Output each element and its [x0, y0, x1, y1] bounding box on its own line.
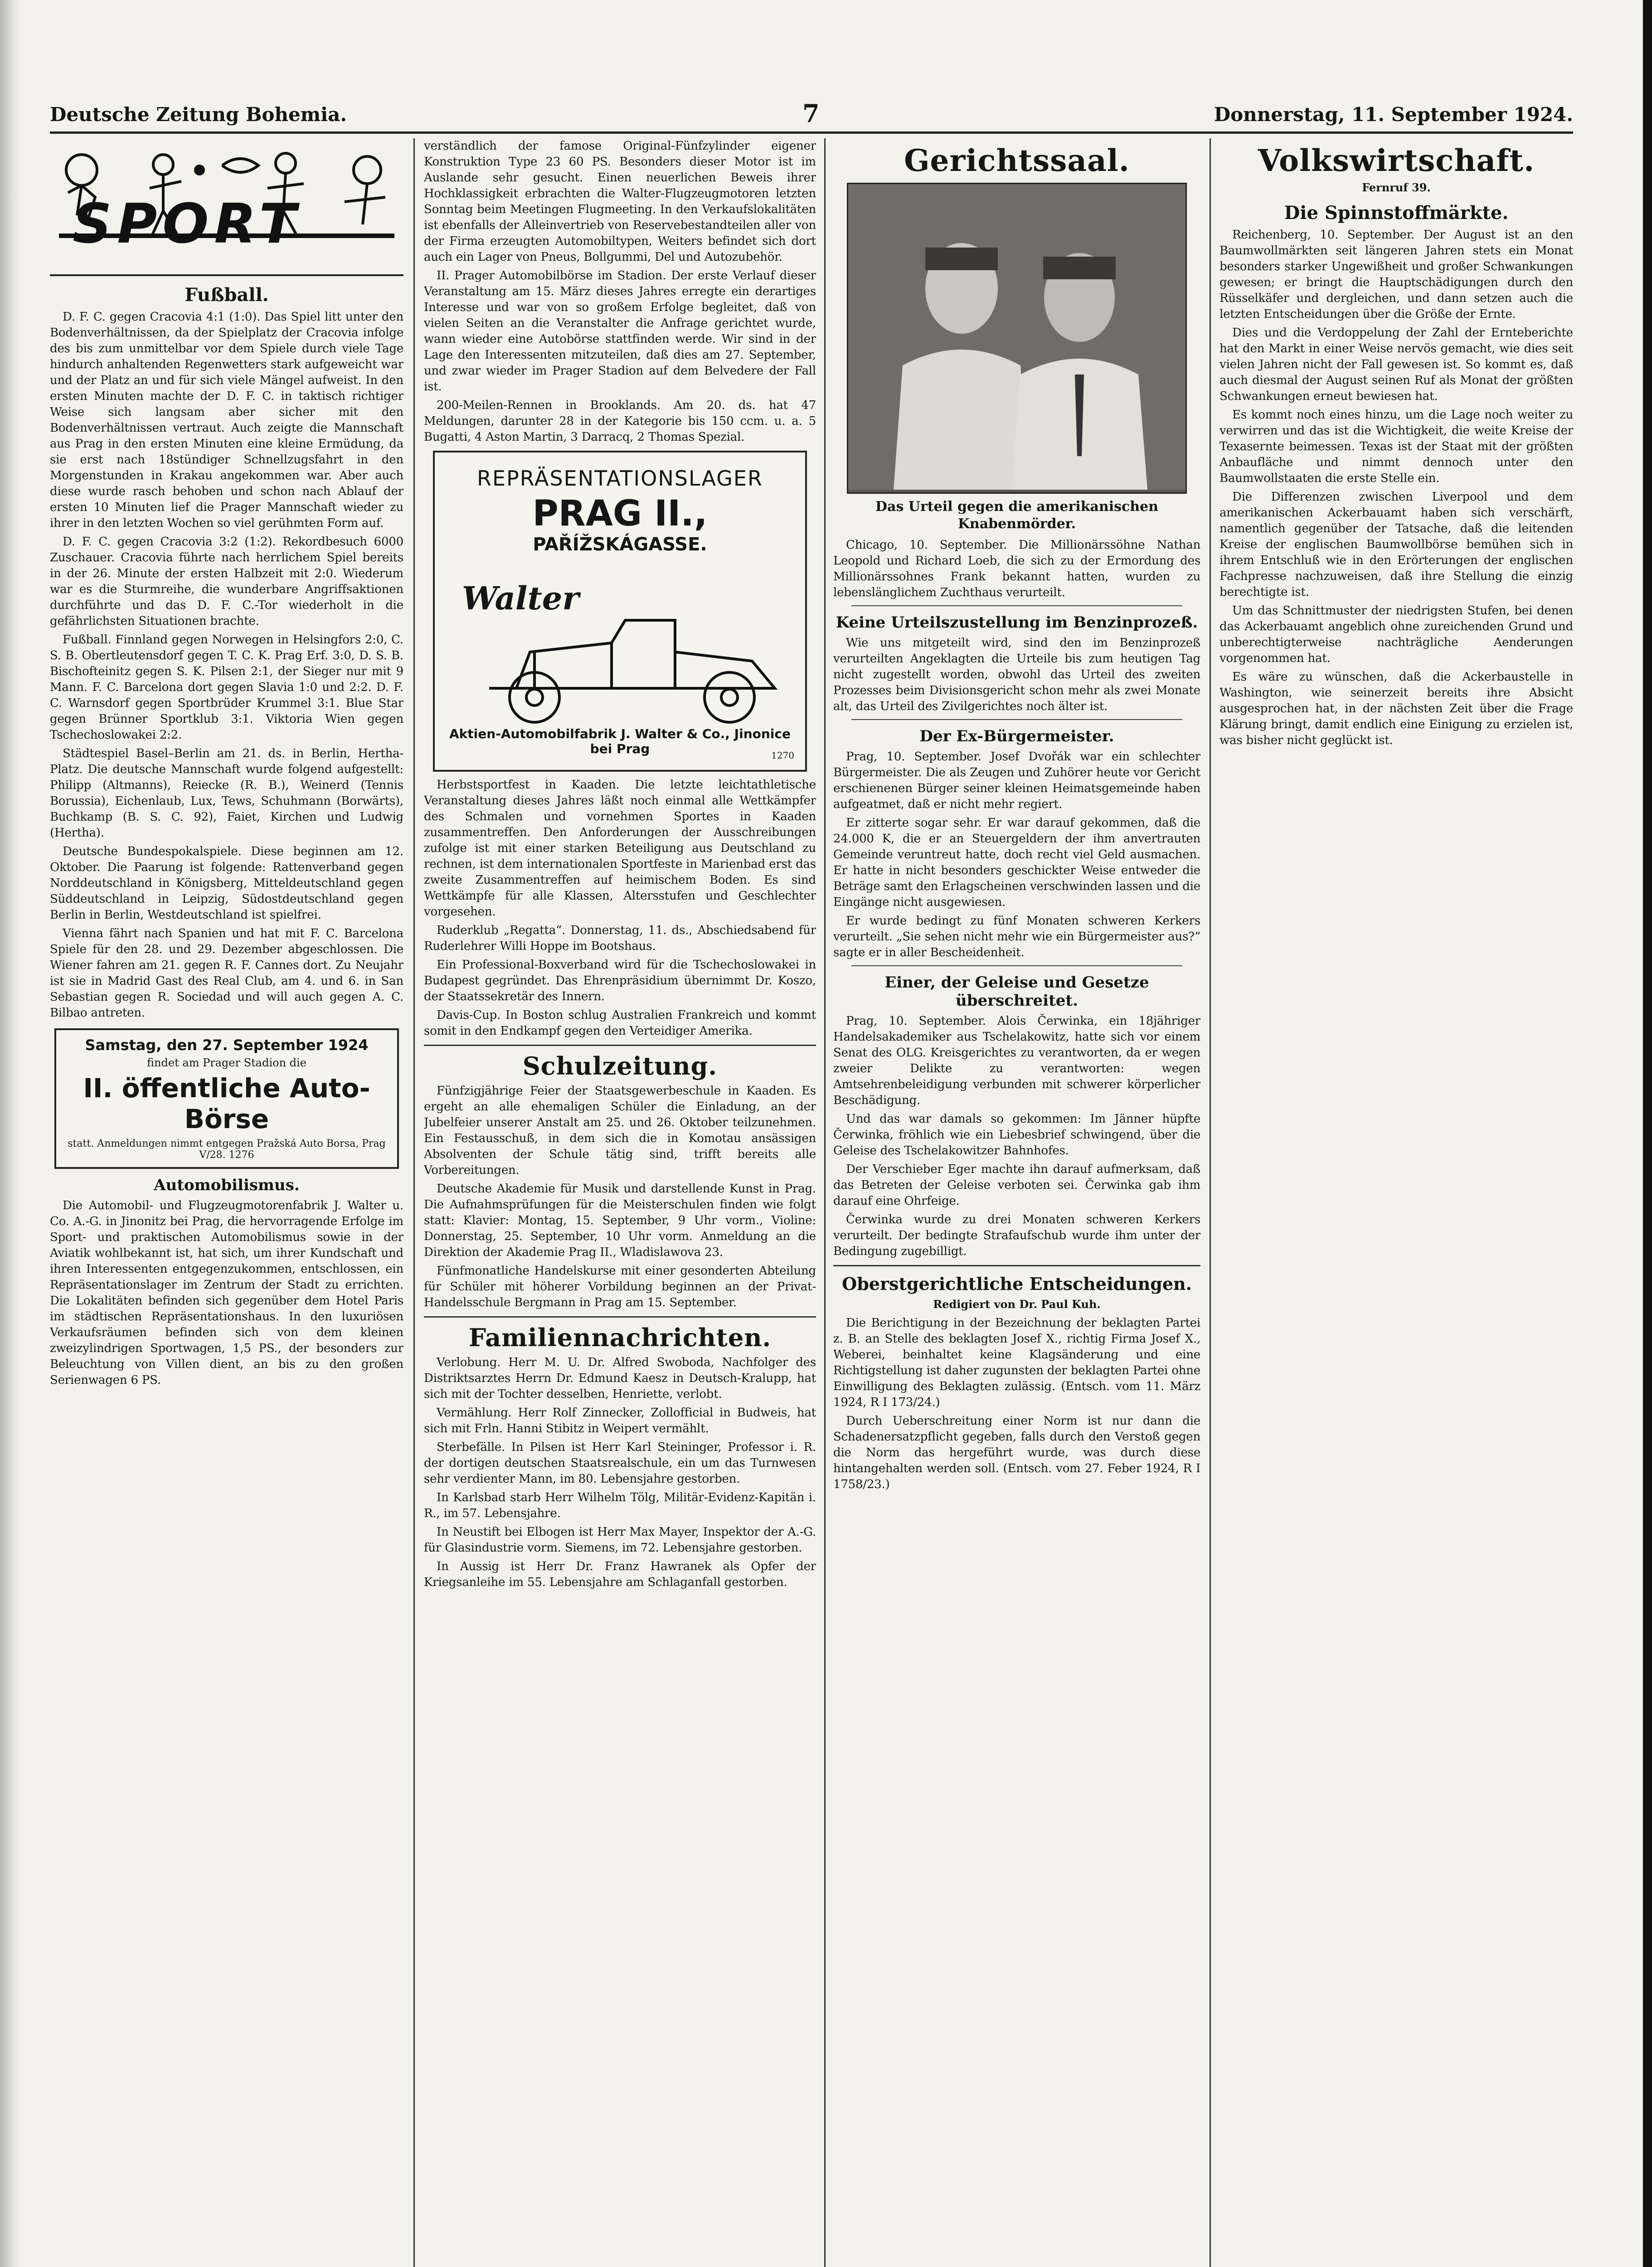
ad-company: Aktien-Automobilfabrik J. Walter & Co., Jinonice bei Prag [449, 726, 791, 756]
photo-figures [848, 184, 1186, 490]
masthead-paper-name: Deutsche Zeitung Bohemia. [50, 103, 347, 126]
geleise-paragraph-3: Der Verschieber Eger machte ihn darauf aufmerksam, daß das Betreten der Geleise verboten sei. Čerwinka gab ihm darauf eine Ohrfeige. [833, 1163, 1200, 1208]
column-sport [50, 138, 403, 2267]
volkswirtschaft-heading: Volkswirtschaft. [1258, 143, 1535, 178]
buergermeister-paragraph-1: Prag, 10. September. Josef Dvořák war ein schlechter Bürgermeister. Die als Zeugen und Zuhörer heute vor Gericht erschienenen Bürger seiner kleinen Heimatsgemeinde haben aufgeatmet, daß er nicht mehr regiert. [833, 750, 1200, 811]
fussball-paragraph-5: Deutsche Bundespokalspiele. Diese beginnen am 12. Oktober. Die Paarung ist folgende: Rattenverband gegen Norddeutschland in Königsberg, Mitteldeutschland gegen Süddeutschland in Leipzig, Südostdeutschland gegen Berlin in Berlin, Westdeutschland ist spielfrei. [50, 845, 403, 922]
ad-city: PRAG II., [532, 493, 708, 534]
spinnstoff-paragraph-6: Es wäre zu wünschen, daß die Ackerbaustelle in Washington, wie seinerzeit bereits ihre Absicht ausgesprochen hat, in der nächsten Zeit über die Frage Klärung bringt, damit endlich eine Einigung zu erzielen ist, was bisher nicht geglückt ist. [1220, 670, 1573, 747]
column-gerichtssaal [833, 138, 1200, 2267]
ruderklub-paragraph: Ruderklub „Regatta“. Donnerstag, 11. ds., Abschiedsabend für Ruderlehrer Willi Hoppe im Bootshaus. [424, 924, 816, 953]
walter-engine-paragraph: verständlich der famose Original-Fünfzylinder eigener Konstruktion Type 23 60 PS. Besonders dieser Motor ist im Auslande sehr gesucht. Einen neuerlichen Beweis ihrer Hochklassigkeit erbrachten die Walter-Flugzeugmotoren letzten Sonntag beim Meetingen Flugmeeting. In den Verkaufslokalitäten ist ebenfalls der Alleinvertrieb von Reservebestandteilen aller von der Firma erzeugten Automobiltypen, Weiters befindet sich dort auch ein Lager von Pneus, Bollgummi, Del und Autozubehör. [424, 139, 816, 264]
autoboerse-paragraph: II. Prager Automobilbörse im Stadion. Der erste Verlauf dieser Veranstaltung am 15. März dieses Jahres erregte ein derartiges Interesse und war von so großem Erfolge begleitet, daß von vielen Seiten an die Veranstalter die Anfrage gerichtet wurde, wann wieder eine Autobörse stattfinden werde. Wir sind in der Lage den Interessenten mitzuteilen, daß dies am 27. September, und zwar wieder im Prager Stadion auf dem Belvedere der Fall ist. [424, 269, 816, 394]
fussball-paragraph-1: D. F. C. gegen Cracovia 4:1 (1:0). Das Spiel litt unter den Bodenverhältnissen, da der Spielplatz der Cracovia infolge des bis zum unmittelbar vor dem Spiele durch viele Tage hindurch anhaltenden Regenwetters stark aufgeweicht war und der Platz an und für sich viele Mängel aufweist. In den ersten Minuten machte der D. F. C. in taktisch richtiger Weise sich langsam aber sicher mit den Bodenverhältnissen vertraut. Auch zeigte die Mannschaft aus Prag in den ersten Minuten eine kleine Ermüdung, da sie erst nach 18stündiger Schnellzugsfahrt in den Morgenstunden in Krakau angekommen war. Aber auch diese wurde rasch behoben und schon nach Ablauf der ersten 10 Minuten lief die Prager Mannschaft wieder zu ihrer in den letzten Wochen so viel gerühmten Form auf. [50, 310, 403, 530]
family-paragraph-1: Verlobung. Herr M. U. Dr. Alfred Swoboda, Nachfolger des Distriktsarztes Herrn Dr. Edmund Kaesz in Deutsch-Kralupp, hat sich mit der Tochter desselben, Henriette, verlobt. [424, 1356, 816, 1401]
family-paragraph-3: Sterbefälle. In Pilsen ist Herr Karl Steininger, Professor i. R. der dortigen deutschen Staatsrealschule, ein um das Turnwesen sehr verdienter Mann, im 80. Lebensjahre gestorben. [424, 1440, 816, 1486]
family-paragraph-2: Vermählung. Herr Rolf Zinnecker, Zollofficial in Budweis, hat sich mit Frln. Hanni Stibitz in Weipert vermählt. [424, 1406, 816, 1435]
family-paragraph-4: In Karlsbad starb Herr Wilhelm Tölg, Militär-Evidenz-Kapitän i. R., im 57. Lebensjahre. [424, 1491, 816, 1520]
scan-edge-shadow [0, 0, 21, 2267]
brooklands-paragraph: 200-Meilen-Rennen in Brooklands. Am 20. ds. hat 47 Meldungen, darunter 28 in der Kategorie bis 150 ccm. u. a. 5 Bugatti, 4 Aston Martin, 3 Darracq, 2 Thomas Spezial. [424, 399, 816, 444]
column-volkswirtschaft [1220, 138, 1573, 2267]
buergermeister-paragraph-2: Er zitterte sogar sehr. Er war darauf gekommen, daß die 24.000 K, die er an Steuergeldern der ihm anvertrauten Gemeinde veruntreut hatte, doch recht viel Geld ausmachen. Er hatte in nicht besonders geschickter Weise entweder die Beträge samt den Erlagscheinen verschwinden lassen und die Eingänge nicht ausgewiesen. [833, 816, 1200, 909]
masthead-date: Donnerstag, 11. September 1924. [1214, 103, 1573, 126]
column-divider [413, 138, 415, 2267]
schule-paragraph-2: Deutsche Akademie für Musik und darstellende Kunst in Prag. Die Aufnahmsprüfungen für die Meisterschulen finden wie folgt statt: Klavier: Montag, 15. September, 9 Uhr vorm., Violine: Donnerstag, 25. September, 10 Uhr vorm. Anmeldung an die Direktion der Akademie Prag II., Wladislawova 23. [424, 1182, 816, 1259]
spinnstoff-paragraph-3: Es kommt noch eines hinzu, um die Lage noch weiter zu verwirren und das ist die Wichtigkeit, die weite Kreise der Texasernte beimessen. Texas ist der Staat mit der größten Anbaufläche und nimmt dennoch unter den Baumwollstaaten die erste Stelle ein. [1220, 408, 1573, 485]
section-rule [424, 1045, 816, 1046]
automobilismus-paragraph: Die Automobil- und Flugzeugmotorenfabrik J. Walter u. Co. A.-G. in Jinonitz bei Prag, die hervorragende Erfolge im Sport- und praktischen Automobilismus sowie in der Aviatik wohlbekannt ist, hat sich, um ihrer Kundschaft und ihren Interessenten entgegenzukommen, entschlossen, ein Repräsentationslager im Zentrum der Stadt zu errichten. Die Lokalitäten befinden sich gegenüber dem Hotel Paris im städtischen Repräsentationshaus. In den luxuriösen Verkaufsräumen befinden sich von dem kleinen zweizylindrigen Sportwagen, 1,5 PS., der besonders zur Beleuchtung von Villen dient, an bis zu den großen Serienwagen 6 PS. [50, 1199, 403, 1387]
spinnstoff-paragraph-4: Die Differenzen zwischen Liverpool und dem amerikanischen Ackerbauamt haben sich verschärft, namentlich gegenüber der Tatsache, daß die leitenden Kreise der englischen Baumwollbörse bemühen sich in ihrem Entschluß wie in den Erörterungen der englischen Fachpresse nachzuweisen, daß ihre Stellung die einzig berechtigte ist. [1220, 490, 1573, 599]
oberstgericht-editor: Redigiert von Dr. Paul Kuh. [933, 1298, 1101, 1311]
column-divider [1210, 138, 1211, 2267]
daviscup-paragraph: Davis-Cup. In Boston schlug Australien Frankreich und kommt somit in den Endkampf gegen den Verteidiger Amerika. [424, 1008, 816, 1038]
benzinprozess-paragraph: Wie uns mitgeteilt wird, sind den im Benzinprozeß verurteilten Angeklagten die Urteile bis zum heutigen Tag nicht zugestellt worden, obwohl das Urteil des zweiten Prozesses beim Divisionsgericht schon mehr als zwei Monate alt, das Urteil des Zivilgerichtes noch älter ist. [833, 636, 1200, 713]
family-paragraph-6: In Aussig ist Herr Dr. Franz Hawranek als Opfer der Kriegsanleihe im 55. Lebensjahre am Schlaganfall gestorben. [424, 1560, 816, 1589]
spinnstoff-paragraph-2: Dies und die Verdoppelung der Zahl der Ernteberichte hat den Markt in einer Weise nervös gemacht, wie dies seit vielen Jahren nicht der Fall gewesen ist. So kommt es, daß auch diesmal der August seinen Ruf als Monat der größten Schwankungen erneut bewiesen hat. [1220, 326, 1573, 403]
page-number: 7 [802, 99, 820, 128]
ex-buergermeister-heading: Der Ex-Bürgermeister. [919, 727, 1114, 745]
fussball-heading: Fußball. [185, 284, 269, 306]
geleise-paragraph-4: Čerwinka wurde zu drei Monaten schweren Kerkers verurteilt. Der bedingte Strafaufschub wurde ihm unter der Bedingung zugebilligt. [833, 1213, 1200, 1258]
volkswirtschaft-phone: Fernruf 39. [1362, 181, 1431, 194]
oberstgericht-heading: Oberstgerichtliche Entscheidungen. [842, 1274, 1192, 1294]
top-rule [50, 131, 1573, 134]
walter-logo: Walter [462, 579, 579, 617]
schule-paragraph-1: Fünfzigjährige Feier der Staatsgewerbeschule in Kaaden. Es ergeht an alle ehemaligen Schüler die Einladung, an der Jubelfeier unserer Anstalt am 25. und 26. Oktober teilzunehmen. Ein Festausschuß, in dem sich die in Komotau ansässigen Absolventen der Schule tätig sind, trifft bereits alle Vorbereitungen. [424, 1084, 816, 1177]
automobilismus-heading: Automobilismus. [154, 1176, 300, 1194]
oberstgericht-paragraph-2: Durch Ueberschreitung einer Norm ist nur dann die Schadenersatzpflicht gegeben, falls durch den Verstoß gegen die Norm das hergeführt wurde, was durch diese hintangehalten werden soll. (Entsch. vom 27. Feber 1924, R I 1758/23.) [833, 1414, 1200, 1491]
schule-paragraph-3: Fünfmonatliche Handelskurse mit einer gesonderten Abteilung für Schüler mit höherer Vorbildung beginnen an der Privat-Handelsschule Bergmann in Prag am 15. September. [424, 1264, 816, 1309]
spinnstoffmaerkte-heading: Die Spinnstoffmärkte. [1284, 202, 1509, 224]
car-illustration [462, 611, 797, 729]
gerichtssaal-heading: Gerichtssaal. [904, 143, 1130, 178]
autoboerse-advertisement: Samstag, den 27. September 1924 findet am Prager Stadion die II. öffentliche Auto-Börse statt. Anmeldungen nimmt entgegen Pražská Auto Borsa, Prag V/28. 1276 [54, 1028, 399, 1169]
urteil-paragraph: Chicago, 10. September. Die Millionärssöhne Nathan Leopold und Richard Loeb, die sich zu der Ermordung des Millionärssohnes Frank bekannt hatten, wurden zu lebenslänglichem Zuchthaus verurteilt. [833, 538, 1200, 599]
geleise-heading: Einer, der Geleise und Gesetze überschreitet. [884, 973, 1149, 1010]
spinnstoff-paragraph-5: Um das Schnittmuster der niedrigsten Stufen, bei denen das Ackerbauamt angeblich ohne zureichenden Grund und unberechtigterweise nachträgliche Aenderungen vorgenommen hat. [1220, 604, 1573, 665]
walter-advertisement [433, 451, 807, 772]
geleise-paragraph-1: Prag, 10. September. Alois Čerwinka, ein 18jähriger Handelsakademiker aus Tschelakowitz, hatte sich vor einem Senat des OLG. Kreisgerichtes zu verantworten, da er wegen zweier Delikte zu verantworten: wegen Amtsehrenbeleidigung verbunden mit schwerer körperlicher Beschädigung. [833, 1014, 1200, 1107]
sport-banner [50, 138, 403, 276]
masthead [50, 99, 1573, 131]
ad-number: 1270 [771, 750, 794, 761]
geleise-paragraph-2: Und das war damals so gekommen: Im Jänner hüpfte Čerwinka, fröhlich wie ein Liebesbrief schwingend, über die Geleise des Tschelakowitzer Bahnhofes. [833, 1112, 1200, 1158]
ad-headline: REPRÄSENTATIONSLAGER [477, 466, 763, 491]
familiennachrichten-heading: Familiennachrichten. [468, 1323, 772, 1352]
photo-caption: Das Urteil gegen die amerikanischen Knabenmörder. [875, 499, 1158, 532]
article-rule [851, 605, 1182, 606]
sport-banner-title: SPORT [73, 193, 302, 256]
fussball-paragraph-2: D. F. C. gegen Cracovia 3:2 (1:2). Rekordbesuch 6000 Zuschauer. Cracovia führte nach herrlichem Spiel bereits in der 26. Minute der ersten Halbzeit mit 2:0. Wiederum war es die Sturmreihe, die wunderbare Angriffsaktionen durchführte und das D. F. C.-Tor wiederholt in die gefährlichsten Situationen brachte. [50, 535, 403, 628]
fussball-paragraph-4: Städtespiel Basel–Berlin am 21. ds. in Berlin, Hertha-Platz. Die deutsche Mannschaft wurde folgend aufgestellt: Philipp (Altmanns), Reiecke (R. B.), Weinerd (Tennis Borussia), Eichenlaub, Lux, Tews, Schuhmann (Borwärts), Buchkamp (B. S. C. 92), Faiet, Kirchen und Ludwig (Hertha). [50, 747, 403, 840]
boxverband-paragraph: Ein Professional-Boxverband wird für die Tschechoslowakei in Budapest gegründet. Das Ehrenpräsidium übernimmt Dr. Koszo, der Staatssekretär des Innern. [424, 958, 816, 1003]
kaaden-paragraph: Herbstsportfest in Kaaden. Die letzte leichtathletische Veranstaltung dieses Jahres läßt noch einmal alle Wettkämpfer des Schmalen und vornehmen Sportes in Kaaden zusammentreffen. Den Anforderungen der Ausschreibungen zufolge ist mit einer starken Beteiligung aus Deutschland zu rechnen, ist dem internationalen Sportfeste in Marienbad erst das zweite Zusammentreffen auf heimischem Boden. Es sind Wettkämpfe für alle Klassen, Altersstufen und Geschlechter vorgesehen. [424, 778, 816, 919]
article-rule [851, 965, 1182, 966]
column-sport-continued [424, 138, 816, 2267]
section-rule [424, 1316, 816, 1318]
buergermeister-paragraph-3: Er wurde bedingt zu fünf Monaten schweren Kerkers verurteilt. „Sie sehen nicht mehr wie ein Bürgermeister aus?“ sagte er in aller Bescheidenheit. [833, 914, 1200, 959]
ad-street: PAŘÍŽSKÁGASSE. [533, 534, 707, 555]
defendants-photo [847, 183, 1187, 494]
section-rule [833, 1265, 1200, 1266]
schulzeitung-heading: Schulzeitung. [522, 1051, 718, 1080]
fussball-paragraph-3: Fußball. Finnland gegen Norwegen in Helsingfors 2:0, C. S. B. Obertleutensdorf gegen T. C. K. Prag Erf. 3:0, D. S. B. Bischofteinitz gegen S. K. Pilsen 2:1, der Sieger nur mit 9 Mann. F. C. Barcelona dort gegen Slavia 1:0 und 2:2. D. F. C. Warnsdorf gegen Sportbrüder Krummel 3:1. Blue Star gegen Brünner Sportklub 3:1. Viktoria Wien gegen Tschechoslowakei 2:2. [50, 633, 403, 742]
family-paragraph-5: In Neustift bei Elbogen ist Herr Max Mayer, Inspektor der A.-G. für Glasindustrie vorm. Siemens, im 72. Lebensjahre gestorben. [424, 1525, 816, 1555]
benzinprozess-heading: Keine Urteilszustellung im Benzinprozeß. [836, 613, 1198, 632]
scan-right-border [1643, 0, 1652, 2267]
column-divider [824, 138, 826, 2267]
article-rule [851, 719, 1182, 720]
oberstgericht-paragraph-1: Die Berichtigung in der Bezeichnung der beklagten Partei z. B. an Stelle des beklagten Josef X., richtig Firma Josef X., Weberei, beinhaltet keine Klagsänderung und eine Richtigstellung ist daher zugunsten der beklagten Partei ohne Einwilligung des Beklagten zulässig. (Entsch. vom 11. März 1924, R I 173/24.) [833, 1316, 1200, 1409]
spinnstoff-paragraph-1: Reichenberg, 10. September. Der August ist an den Baumwollmärkten seit längeren Jahren stets ein Monat besonders starker Ungewißheit und großer Schwankungen gewesen; er bringt die Hauptschädigungen durch den Rüsselkäfer und dergleichen, und dann setzen auch die letzten Entscheidungen über die Größe der Ernte. [1220, 228, 1573, 321]
fussball-paragraph-6: Vienna fährt nach Spanien und hat mit F. C. Barcelona Spiele für den 28. und 29. Dezember abgeschlossen. Die Wiener fahren am 21. gegen R. F. Cannes dort. Zu Neujahr ist sie in Madrid Gast des Real Club, am 4. und 6. in San Sebastian gegen R. Sociedad und will auch gegen A. C. Bilbao antreten. [50, 927, 403, 1020]
